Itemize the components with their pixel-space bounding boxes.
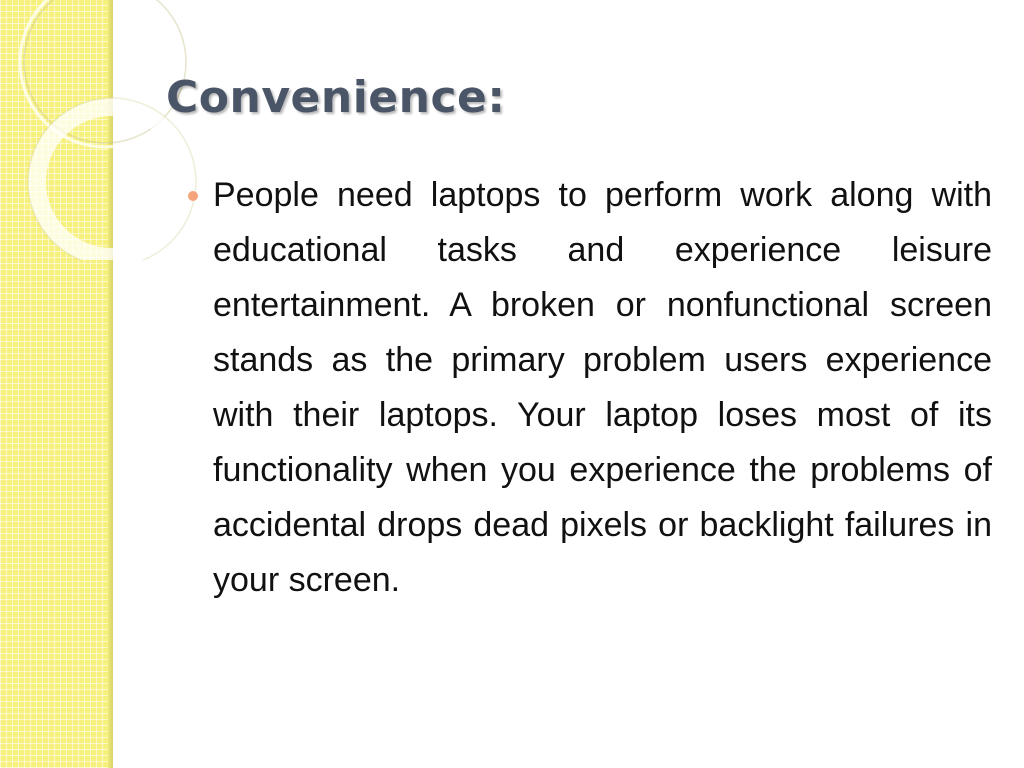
- bullet-dot-icon: [188, 191, 198, 201]
- slide-title: Convenience:: [166, 72, 506, 123]
- bullet-list: [186, 168, 992, 608]
- bullet-item: [186, 168, 992, 608]
- bullet-text: People need laptops to perform work along with educational tasks and experience leisure entertainment. A broken or nonfunctional screen stands as the primary problem users experience with their laptops. Your laptop loses most of its functionality when you experience the problems of accidental drops dead pixels or backlight failures in your screen.: [213, 176, 992, 599]
- decorative-rings-icon: [0, 0, 200, 260]
